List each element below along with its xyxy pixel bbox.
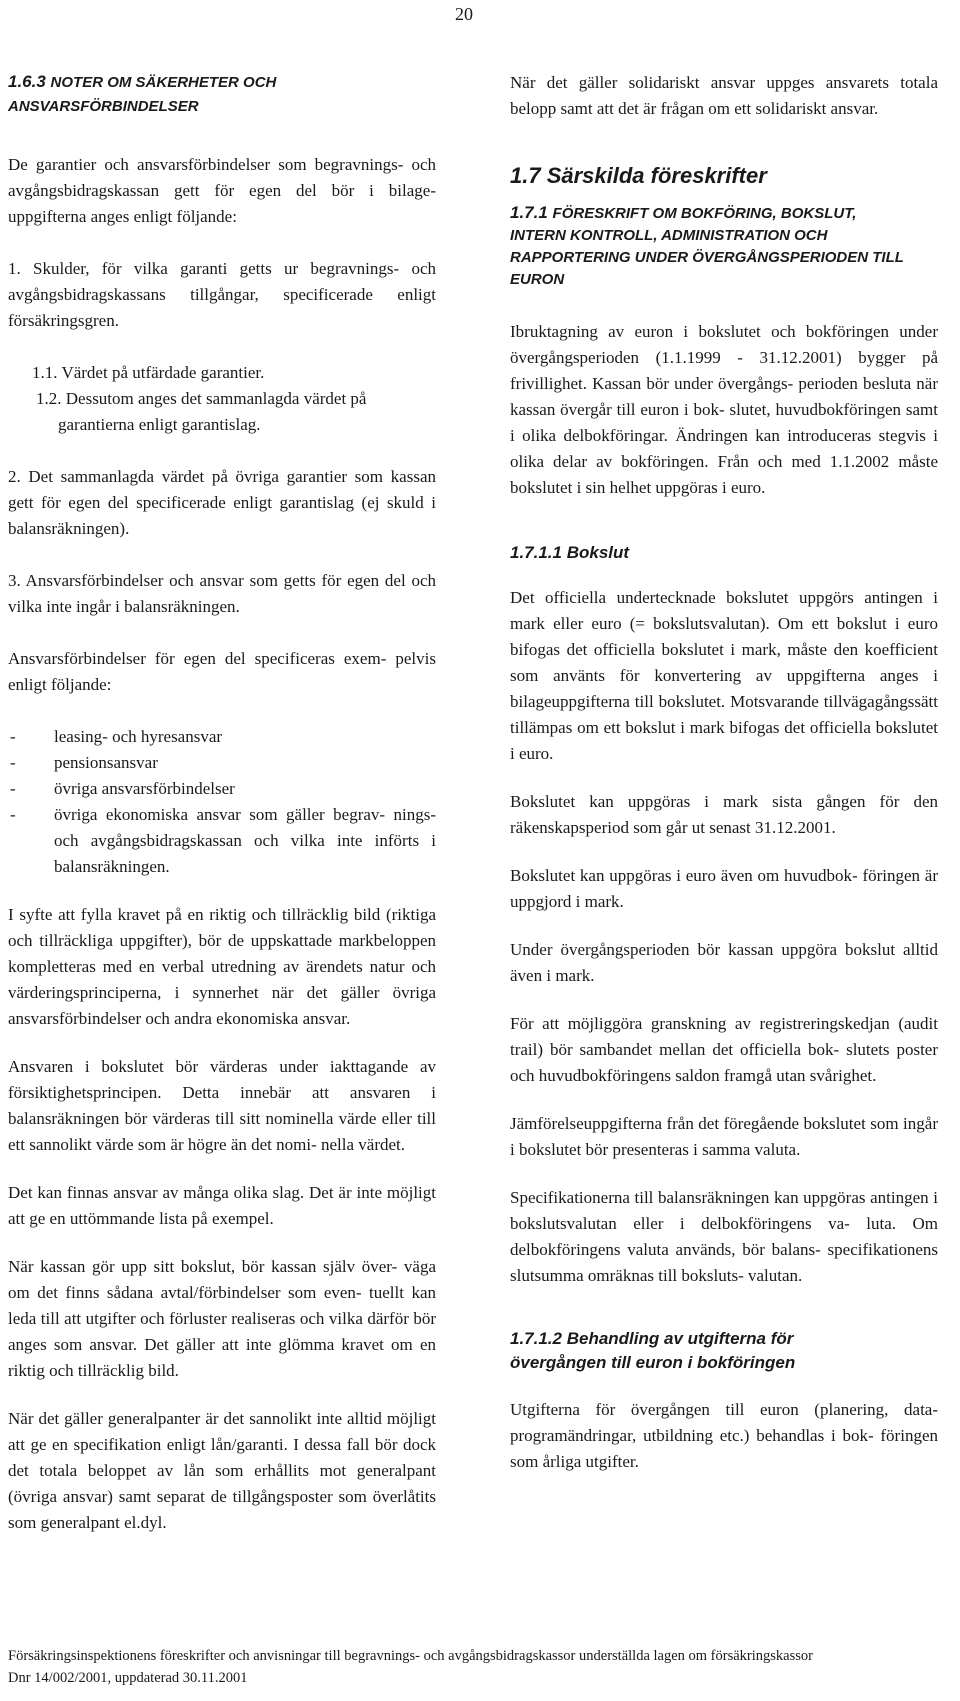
paragraph-syfte: I syfte att fylla kravet på en riktig och tillräcklig bild (riktiga och tillräckliga uppgifter), bör de uppskattade markbeloppen kompletteras med en verbal utredning av ärendets natur och värderingsprinciperna, i synnerhet när det gäller övriga ansvarsförbindelser och andra ekonomiska ansvar. (8, 905, 436, 1028)
paragraph-item-1: 1. Skulder, för vilka garanti getts ur begravnings- och avgångsbidragskassans tillgångar, specificerade enligt försäkringsgren. (8, 259, 436, 330)
section-heading-1711: 1.7.1.1 Bokslut (510, 543, 630, 562)
paragraph-generalpanter: När det gäller generalpanter är det sannolikt inte alltid möjligt att ge en specifikation enligt lån/garanti. I dessa fall bör dock det totala beloppet av lån som erhållits mot generalpant (övriga ansvar) samt separat de tillgångsposter som överlåtits som generalpant el.dyl. (8, 1409, 436, 1532)
list-item: - leasing- och hyresansvar (8, 724, 436, 750)
paragraph-euro: Bokslutet kan uppgöras i euro även om huvudbok- föringen är uppgjord i mark. (510, 866, 938, 911)
paragraph-officiella: Det officiella undertecknade bokslutet uppgörs antingen i mark eller euro (= bokslutsvalutan). Om ett bokslut i euro bifogas det officiella bokslutet i mark, måste den koefficient som använts för konvertering av uppgifterna anges i bilageuppgifterna till bokslutet. Motsvarande tillvägagångssätt tillämpas om ett bokslut i mark bifogas det officiella bokslutet i euro. (510, 588, 938, 763)
heading-line: ANSVARSFÖRBINDELSER (8, 98, 199, 115)
heading-line: övergången till euron i bokföringen (510, 1353, 796, 1372)
footer-line: Dnr 14/002/2001, uppdaterad 30.11.2001 (8, 1670, 248, 1686)
list-item: - övriga ansvarsförbindelser (8, 776, 436, 802)
paragraph-under: Under övergångsperioden bör kassan uppgöra bokslut alltid även i mark. (510, 940, 938, 985)
section-heading-163 (8, 70, 436, 119)
heading-line: INTERN KONTROLL, ADMINISTRATION OCH (510, 227, 828, 244)
right-column (510, 70, 938, 1475)
heading-line: NOTER OM SÄKERHETER OCH (50, 74, 277, 91)
paragraph-item-2: 2. Det sammanlagda värdet på övriga garantier som kassan gett för egen del specificerade enligt garantislag (ej skuld i balansräkningen). (8, 467, 436, 538)
section-heading-1712 (510, 1327, 938, 1375)
left-column (8, 70, 436, 1536)
section-heading-171 (510, 202, 938, 291)
paragraph-finnas: Det kan finnas ansvar av många olika slag. Det är inte möjligt att ge en uttömmande lista på exempel. (8, 1183, 436, 1228)
heading-number: 1.6.3 (8, 72, 51, 91)
heading-line: 1.7.1.2 Behandling av utgifterna för (510, 1329, 794, 1348)
section-heading-17: 1.7 Särskilda föreskrifter (510, 163, 767, 188)
paragraph-solidariskt: När det gäller solidariskt ansvar uppges ansvarets totala belopp samt att det är frågan om ett solidariskt ansvar. (510, 73, 938, 118)
paragraph-specification: Ansvarsförbindelser för egen del specificeras exem- pelvis enligt följande: (8, 649, 436, 694)
heading-number: 1.7.1 (510, 203, 553, 222)
paragraph-utgifter: Utgifterna för övergången till euron (planering, data- programändringar, utbildning etc.) behandlas i bok- föringen som årliga utgifter. (510, 1400, 938, 1471)
paragraph-specifikationer: Specifikationerna till balansräkningen kan uppgöras antingen i bokslutsvalutan eller i delbokföringens va- luta. Om delbokföringens valuta används, bör balans- specifikationens slutsumma omräknas till boksluts- valutan. (510, 1188, 938, 1285)
paragraph-sista: Bokslutet kan uppgöras i mark sista gången för den räkenskapsperiod som går ut senast 31.12.2001. (510, 792, 938, 837)
paragraph-item-1-1: 1.1. Värdet på utfärdade garantier. (32, 363, 265, 382)
page-footer (8, 1645, 948, 1689)
paragraph-ibruktagning: Ibruktagning av euron i bokslutet och bokföringen under övergångsperioden (1.1.1999 - 31.12.2001) bygger på frivillighet. Kassan bör under övergångs- perioden besluta när kassan övergår till euron i bok- slutet, huvudbokföringen samt i olika delbokföringar. Ändringen kan introduceras stegvis i olika delar av bokföringen. Från och med 1.1.2002 måste bokslutet i sin helhet uppgöras i euro. (510, 322, 938, 497)
heading-line: RAPPORTERING UNDER ÖVERGÅNGSPERIODEN TILL (510, 249, 904, 266)
paragraph-item-1-2: 1.2. Dessutom anges det sammanlagda värdet på garantierna enligt garantislag. (36, 389, 367, 434)
paragraph-jamforelse: Jämförelseuppgifterna från det föregående bokslutet som ingår i bokslutet bör presenteras i samma valuta. (510, 1114, 938, 1159)
paragraph-kassan: När kassan gör upp sitt bokslut, bör kassan själv över- väga om det finns sådana avtal/förbindelser som even- tuellt kan leda till att utgifter och förluster realiseras och vilka därför bör anges som ansvar. Det gäller att inte glömma kravet om en riktig och tillräcklig bild. (8, 1257, 436, 1380)
paragraph-intro: De garantier och ansvarsförbindelser som begravnings- och avgångsbidragskassan gett för egen del bör i bilage- uppgifterna anges enligt följande: (8, 155, 436, 226)
heading-line: EURON (510, 271, 565, 288)
paragraph-audit: För att möjliggöra granskning av registreringskedjan (audit trail) bör sambandet mellan det officiella bok- slutets poster och huvudbokföringens saldon framgå utan svårighet. (510, 1014, 938, 1085)
list-item: - pensionsansvar (8, 750, 436, 776)
page-number: 20 (455, 4, 473, 24)
heading-line: FÖRESKRIFT OM BOKFÖRING, BOKSLUT, (552, 205, 857, 222)
paragraph-item-3: 3. Ansvarsförbindelser och ansvar som getts för egen del och vilka inte ingår i balansräkningen. (8, 571, 436, 616)
paragraph-ansvaren: Ansvaren i bokslutet bör värderas under iakttagande av försiktighetsprincipen. Detta innebär att ansvaren i balansräkningen bör värderas till sitt nominella värde eller till ett sannolikt värde som är högre än det nomi- nella värdet. (8, 1057, 436, 1154)
footer-line: Försäkringsinspektionens föreskrifter och anvisningar till begravnings- och avgångsbidragskassor underställda lagen om försäkringskassor (8, 1648, 813, 1664)
liability-list (8, 724, 436, 880)
list-item: - övriga ekonomiska ansvar som gäller begrav- nings- och avgångsbidragskassan och vilka inte införts i balansräkningen. (8, 802, 436, 880)
